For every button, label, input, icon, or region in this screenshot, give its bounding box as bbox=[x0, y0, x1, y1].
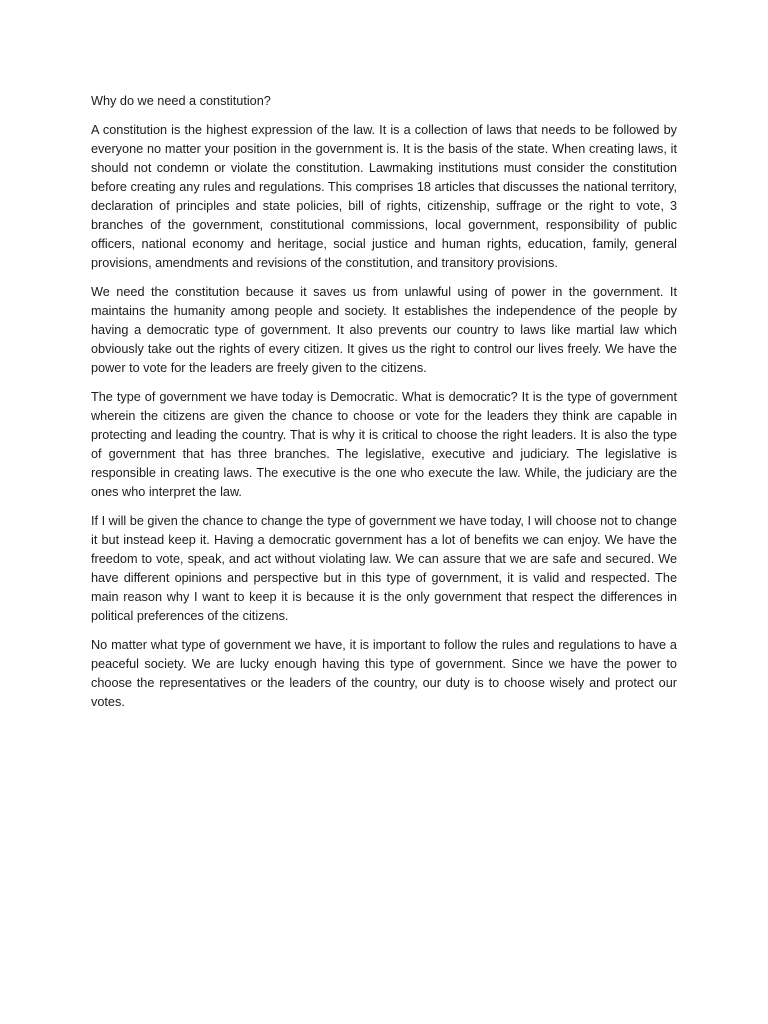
paragraph-3: The type of government we have today is Democratic. What is democratic? It is the type of government wherein the citizens are given the chance to choose or vote for the leaders they think are capable in protecting and leading the country. That is why it is critical to choose the right leaders. It is also the type of government that has three branches. The legislative, executive and judiciary. The legislative is responsible in creating laws. The executive is the one who execute the law. While, the judiciary are the ones who interpret the law. bbox=[91, 390, 677, 499]
paragraph-4: If I will be given the chance to change the type of government we have today, I will choose not to change it but instead keep it. Having a democratic government has a lot of benefits we can enjoy. We have the freedom to vote, speak, and act without violating law. We can assure that we are safe and secured. We have different opinions and perspective but in this type of government, it is valid and respected. The main reason why I want to keep it is because it is the only government that respect the differences in political preferences of the citizens. bbox=[91, 514, 677, 623]
paragraph-5: No matter what type of government we have, it is important to follow the rules and regulations to have a peaceful society. We are lucky enough having this type of government. Since we have the power to choose the representatives or the leaders of the country, our duty is to choose wisely and protect our votes. bbox=[91, 638, 677, 709]
document-title: Why do we need a constitution? bbox=[91, 94, 271, 108]
paragraph-2: We need the constitution because it saves us from unlawful using of power in the government. It maintains the humanity among people and society. It establishes the independence of the people by having a democratic type of government. It also prevents our country to laws like martial law which obviously take out the rights of every citizen. It gives us the right to control our lives freely. We have the power to vote for the leaders are freely given to the citizens. bbox=[91, 285, 677, 375]
paragraph-1: A constitution is the highest expression of the law. It is a collection of laws that needs to be followed by everyone no matter your position in the government is. It is the basis of the state. When creating laws, it should not condemn or violate the constitution. Lawmaking institutions must consider the constitution before creating any rules and regulations. This comprises 18 articles that discusses the national territory, declaration of principles and state policies, bill of rights, citizenship, suffrage or the right to vote, 3 branches of the government, constitutional commissions, local government, responsibility of public officers, national economy and heritage, social justice and human rights, education, family, general provisions, amendments and revisions of the constitution, and transitory provisions. bbox=[91, 123, 677, 270]
